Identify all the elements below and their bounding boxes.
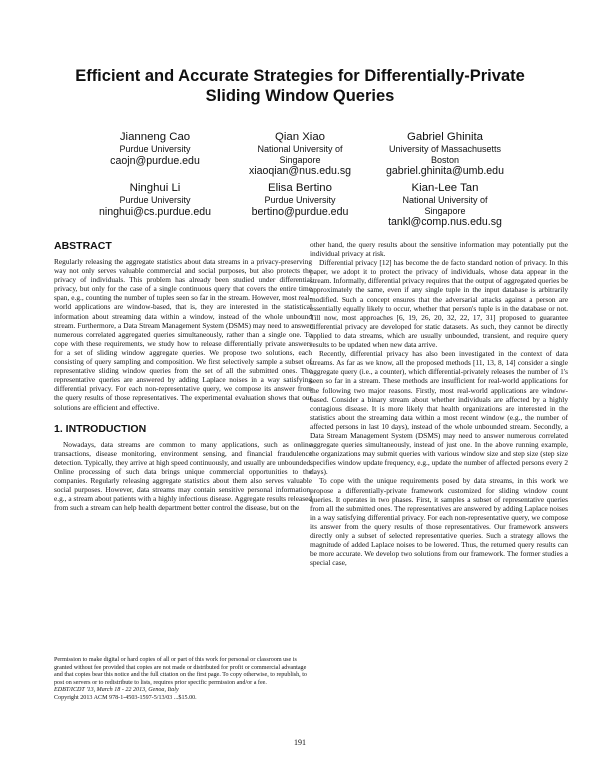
intro-paragraph: Differential privacy [12] has become the de facto standard notion of privacy. In this paper, we adopt it to protect the privacy of individuals, whose data appear in the stream. Informally, differential privacy requires that the output of aggregated queries be approximately the same, even if any single tuple in the input database is arbitrarily modified. Such a concept ensures that the adversarial attacks against a person are essentially equally likely to occur, whether that person's tuple is in the database or not. Till now, most approaches [6, 19, 26, 20, 32, 22, 17, 31] proposed to guarantee differential privacy are developed for static datasets. As such, they cannot be directly applied to data streams, which are usually unbounded, transient, and require query results to be updated when new data arrive. (310, 258, 568, 350)
permission-text: Permission to make digital or hard copies of all or part of this work for personal or classroom use is granted without fee provided that copies are not made or distributed for profit or commercial advantage and that copies bear this notice and the full citation on the first page. To copy otherwise, to republish, to post on servers or to redistribute to lists, requires prior specific permission and/or a fee. (54, 657, 307, 686)
left-column (54, 240, 312, 512)
author-email: gabriel.ghinita@umb.edu (386, 165, 504, 177)
author-affiliation: National University of (257, 144, 343, 154)
author-name: Qian Xiao (274, 131, 326, 143)
author-affiliation: University of Massachusetts (388, 144, 502, 154)
author-affiliation: National University of (402, 195, 488, 205)
author-block (360, 182, 530, 228)
intro-paragraph: Nowadays, data streams are common to many applications, such as online transactions, disease monitoring, environment sensing, and financial fraudulence detection. Typically, they arrive at high speed continuously, and usually are unbounded. Online processing of such data brings unique commercial opportunities to the companies. Regularly releasing aggregate statistics about them also serves valuable social purposes. However, data streams may contain sensitive personal information, e.g., a stream about patients with a highly infectious disease. Aggregate results released from such a stream can help health department better control the disease, but on the (54, 439, 312, 513)
copyright-line: Copyright 2013 ACM 978-1-4503-1597-5/13/03 ...$15.00. (54, 694, 197, 701)
author-affiliation: Purdue University (119, 144, 191, 154)
author-name: Jianneng Cao (119, 131, 191, 143)
author-name: Kian-Lee Tan (411, 182, 479, 194)
conference-venue: EDBT/ICDT '13, March 18 - 22 2013, Genoa, Italy (54, 687, 179, 694)
copyright-notice (54, 657, 312, 703)
author-name: Gabriel Ghinita (407, 131, 483, 143)
author-affiliation: Singapore (424, 205, 466, 216)
author-email: ninghui@cs.purdue.edu (98, 205, 212, 218)
page-number: 191 (294, 738, 306, 747)
title-line-1: Efficient and Accurate Strategies for Differentially-Private (75, 67, 525, 85)
intro-paragraph-continued: other hand, the query results about the sensitive information may potentially put the individual privacy at risk. (310, 240, 568, 259)
abstract-heading: ABSTRACT (54, 240, 112, 252)
author-affiliation: Purdue University (119, 195, 191, 205)
introduction-heading: 1. INTRODUCTION (54, 422, 147, 435)
author-email: xiaoqian@nus.edu.sg (248, 165, 352, 177)
paper-title (40, 66, 560, 106)
author-email: bertino@purdue.edu (251, 205, 349, 218)
right-column (310, 240, 568, 567)
author-affiliation: Boston (430, 154, 460, 165)
author-name: Elisa Bertino (268, 182, 332, 194)
intro-paragraph: Recently, differential privacy has also been investigated in the context of data streams. As far as we know, all the proposed methods [11, 13, 8, 14] consider a single aggregate query (i.e., a counter), which differential-privately releases the number of 1's seen so far in a stream. These methods are insufficient for real-world applications for the following two major reasons. Firstly, most real-world applications are window-based. Consider a binary stream about whether individuals are affected by a highly contagious disease. It is more likely that health organizations are interested in the statistics about the streaming data within a most recent window (e.g., the number of affected persons in last 10 days), instead of the whole unbounded stream. Secondly, a Data Stream Management System (DSMS) may need to answer numerous correlated aggregate queries simultaneously, instead of just one. In the above running example, the organizations may submit queries with various window size and step size (step size specifies window update frequency, e.g., update the number of affected persons every 2 days). (310, 349, 568, 477)
abstract-text: Regularly releasing the aggregate statistics about data streams in a privacy-preserving way not only serves valuable commercial and social purposes, but also protects the privacy of individuals. This problem has already been studied under differential privacy, but only for the case of a single continuous query that covers the entire time span, e.g., counting the number of tuples seen so far in the stream. However, most real-world applications are window-based, that is, they are interested in the statistical information about streaming data within a window, instead of the whole unbound stream. Furthermore, a Data Stream Management System (DSMS) may need to answer numerous correlated aggregated queries simultaneously, rather than a single one. To cope with these requirements, we study how to release differentially private answers for a set of sliding window aggregate queries. We propose two solutions, each consisting of query sampling and composition. We first selectively sample a subset of representative sliding window queries from the set of all the submitted ones. The representative queries are answered by adding Laplace noises in a way satisfying differential privacy. For each non-representative query, we compose its answer from the query results of those representatives. The experimental evaluation shows that our solutions are efficient and effective. (54, 257, 312, 412)
author-email: tankl@comp.nus.edu.sg (388, 216, 502, 228)
intro-paragraph: To cope with the unique requirements posed by data streams, in this work we propose a differentially-private framework customized for sliding window count queries. It operates in two phases. First, it samples a subset of representative queries from all the submitted ones. The representatives are answered by adding Laplace noises in a way satisfying differential privacy. For each non-representative query, we compose its answer from the query results of those representatives. Our framework answers directly only a subset of selected representative queries. Such a strategy allows the magnitude of added Laplace noises to be lowered. Thus, the returned query results can be more accurate. We develop two solutions from our framework. The former studies a special case, (310, 476, 568, 568)
author-name: Ninghui Li (129, 182, 181, 194)
author-affiliation: Purdue University (264, 195, 336, 205)
author-email: caojn@purdue.edu (110, 154, 200, 167)
author-affiliation: Singapore (279, 154, 321, 165)
title-line-2: Sliding Window Queries (205, 87, 395, 105)
author-block (360, 131, 530, 177)
